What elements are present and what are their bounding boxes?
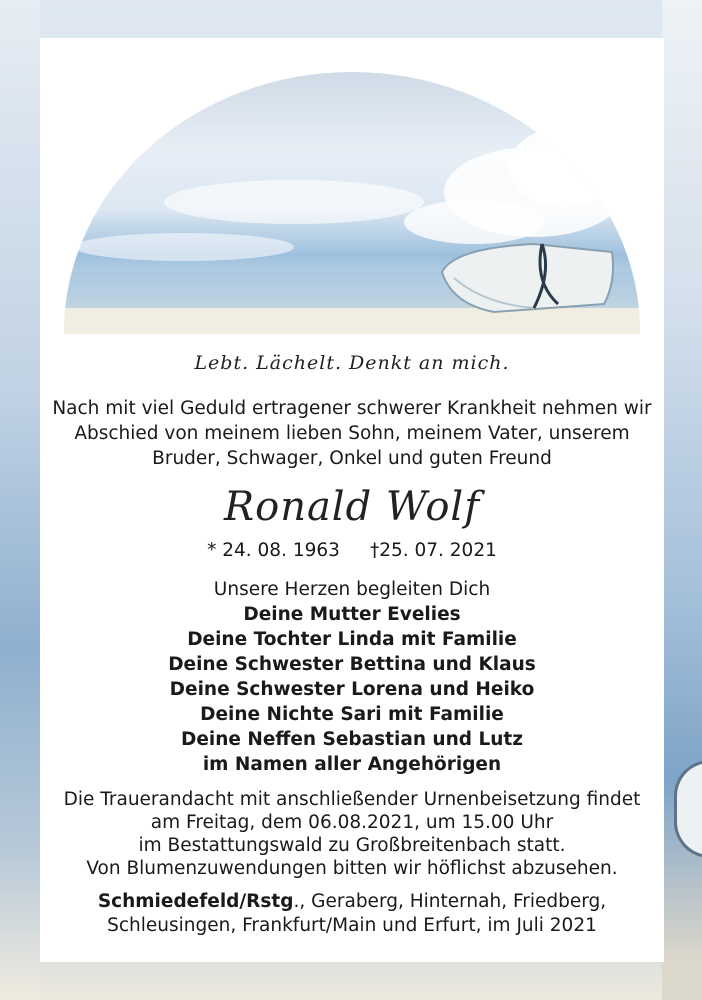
intro-line: Nach mit viel Geduld ertragener schwerer Krankheit nehmen wir [52, 398, 652, 419]
mourners-list [40, 578, 664, 777]
place-bold: Schmiedefeld/Rstg [97, 891, 294, 912]
mourner-line: Deine Schwester Bettina und Klaus [168, 654, 536, 675]
service-info [40, 788, 664, 880]
background-left-photo [0, 0, 40, 1000]
mourner-line: Deine Nichte Sari mit Familie [200, 704, 504, 725]
life-dates [40, 540, 664, 561]
footer-places: ., Geraberg, Hinternah, Friedberg, [293, 891, 607, 912]
service-line: im Bestattungswald zu Großbreitenbach statt. [138, 835, 566, 856]
mourner-line: im Namen aller Angehörigen [202, 754, 502, 775]
service-line: am Freitag, dem 06.08.2021, um 15.00 Uhr [150, 812, 554, 833]
deceased-name: Ronald Wolf [224, 484, 480, 530]
service-line: Von Blumenzuwendungen bitten wir höflichst abzusehen. [86, 858, 618, 879]
intro-line: Abschied von meinem lieben Sohn, meinem Vater, unserem [74, 423, 630, 444]
intro-text [40, 396, 664, 471]
boat-scene-illustration [64, 72, 640, 334]
mourner-line: Deine Neffen Sebastian und Lutz [180, 729, 524, 750]
place-and-date [40, 890, 664, 938]
footer-line: Schleusingen, Frankfurt/Main und Erfurt, im Juli 2021 [107, 915, 597, 936]
mourner-line: Deine Schwester Lorena und Heiko [169, 679, 535, 700]
intro-line: Bruder, Schwager, Onkel und guten Freund [152, 448, 552, 469]
death-date: †25. 07. 2021 [369, 540, 497, 561]
birth-date: * 24. 08. 1963 [207, 540, 340, 561]
mourners-intro: Unsere Herzen begleiten Dich [213, 579, 491, 600]
motto: Lebt. Lächelt. Denkt an mich. [194, 352, 510, 374]
mourner-line: Deine Tochter Linda mit Familie [187, 629, 517, 650]
footer-line [40, 890, 664, 914]
arched-boat-photo [64, 72, 640, 334]
mourner-line: Deine Mutter Evelies [243, 604, 461, 625]
service-line: Die Trauerandacht mit anschließender Urnenbeisetzung findet [63, 789, 641, 810]
